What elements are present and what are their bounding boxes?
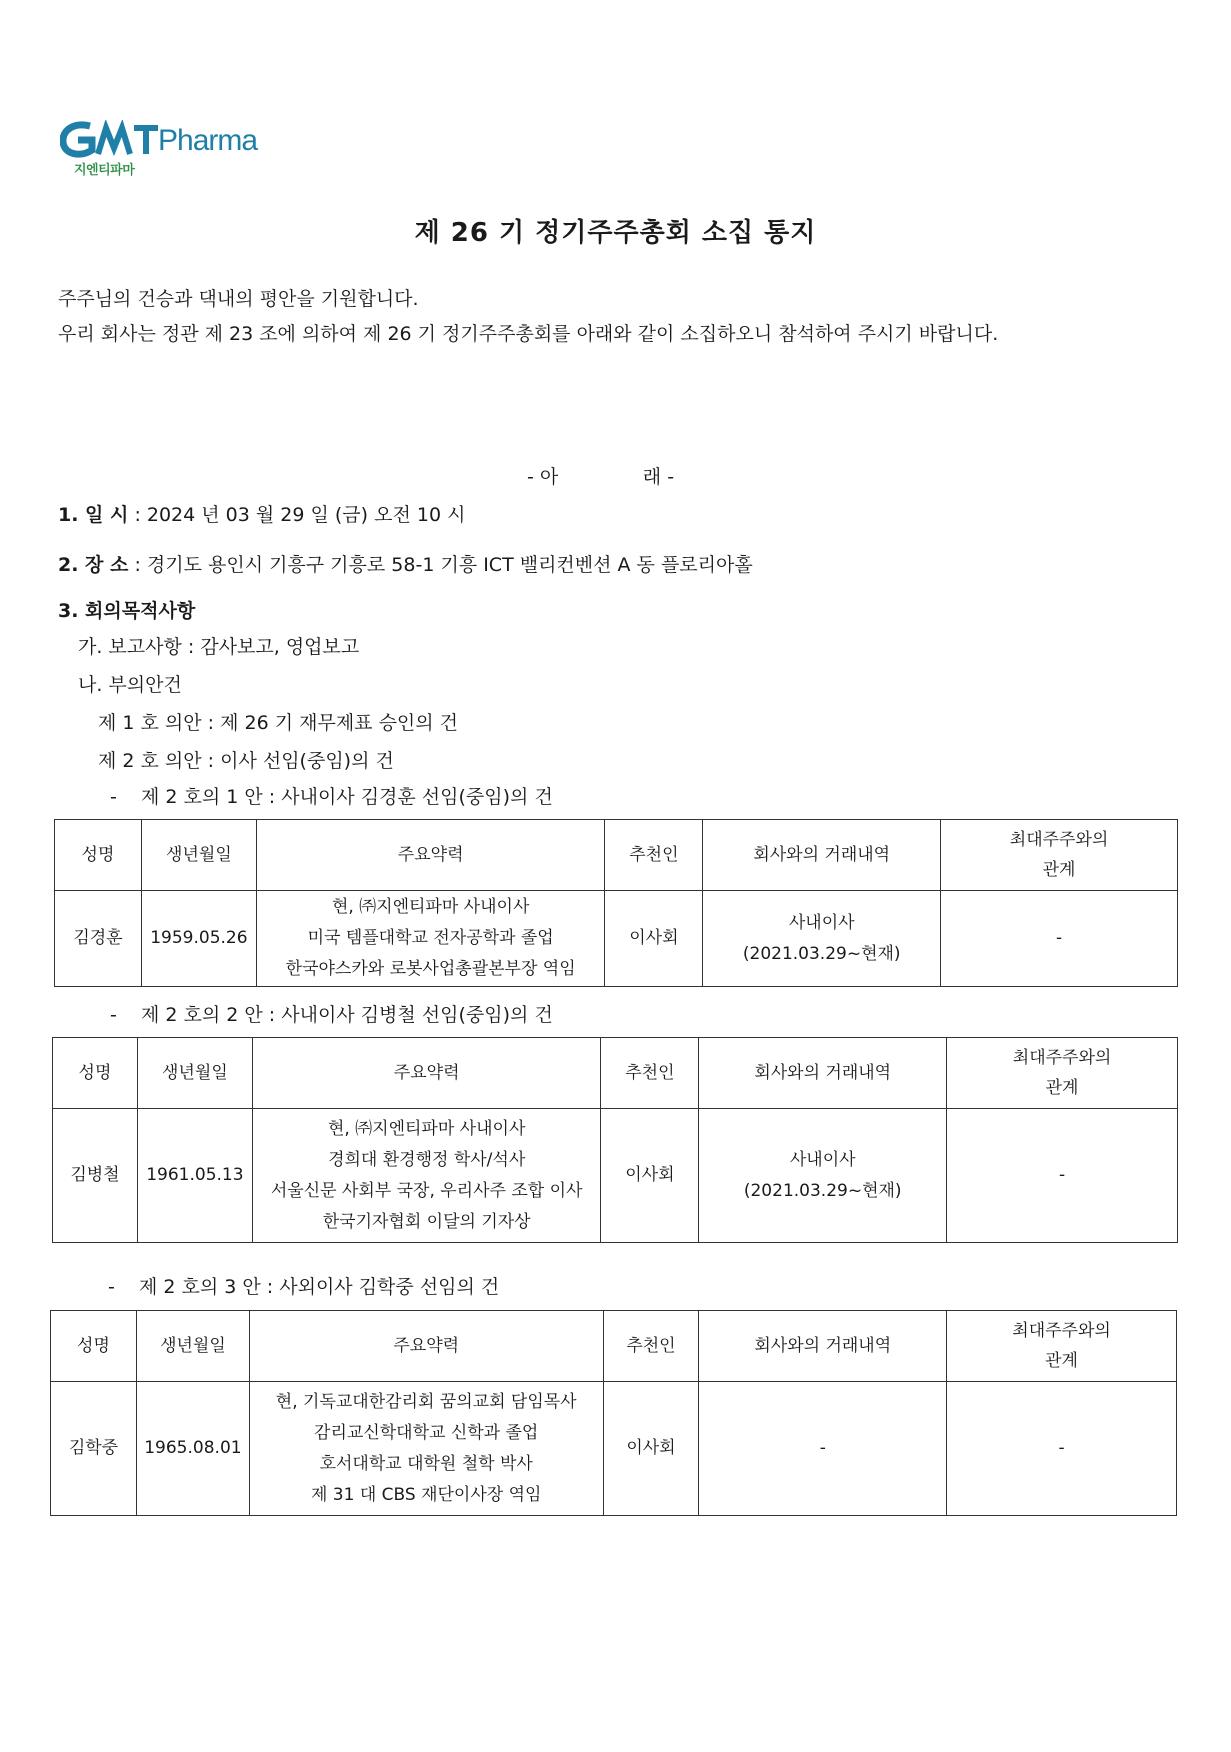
header-career: 주요약력 [249, 1311, 603, 1382]
section-value: : 경기도 용인시 기흥구 기흥로 58-1 기흥 ICT 밸리컨벤션 A 동 플로리아홀 [134, 554, 753, 576]
gnt-logo-icon [60, 120, 160, 162]
table-row [55, 891, 1178, 987]
section-value: : 2024 년 03 월 29 일 (금) 오전 10 시 [134, 504, 466, 526]
resolution-heading: 나. 부의안건 [78, 674, 182, 696]
career-line: 현, 기독교대한감리회 꿈의교회 담임목사 [275, 1391, 577, 1412]
header-relation [947, 1311, 1177, 1382]
header-recommender: 추천인 [603, 1311, 699, 1382]
table-header-row [53, 1038, 1178, 1109]
section-label: 1. 일 시 [58, 504, 129, 526]
cell-name: 김병철 [53, 1109, 138, 1243]
candidate-title: - 제 2 호의 1 안 : 사내이사 김경훈 선임(중임)의 건 [110, 786, 553, 808]
header-relation-label: 최대주주와의 관계 [1012, 1321, 1111, 1371]
transaction-line: 사내이사 [788, 912, 855, 933]
header-birth: 생년월일 [141, 820, 256, 891]
header-recommender: 추천인 [601, 1038, 699, 1109]
section-venue [58, 550, 753, 577]
career-line: 현, ㈜지엔티파마 사내이사 [331, 897, 530, 917]
section-datetime [58, 500, 465, 527]
career-line: 제 31 대 CBS 재단이사장 역임 [310, 1484, 542, 1505]
cell-birth: 1961.05.13 [137, 1109, 252, 1243]
table-row [51, 1382, 1177, 1516]
candidate-title: - 제 2 호의 3 안 : 사외이사 김학중 선임의 건 [108, 1276, 500, 1298]
agenda-item-1: 제 1 호 의안 : 제 26 기 재무제표 승인의 건 [98, 712, 459, 734]
career-line: 한국야스카와 로봇사업총괄본부장 역임 [285, 959, 576, 979]
cell-relation: - [947, 1382, 1177, 1516]
cell-career [249, 1382, 603, 1516]
cell-birth: 1965.08.01 [136, 1382, 249, 1516]
cell-recommender: 이사회 [605, 891, 703, 987]
header-relation-label: 최대주주와의 관계 [1012, 1048, 1112, 1098]
header-birth: 생년월일 [136, 1311, 249, 1382]
header-career: 주요약력 [252, 1038, 601, 1109]
company-logo [60, 112, 300, 182]
cell-career [252, 1109, 601, 1243]
header-transactions: 회사와의 거래내역 [699, 1311, 947, 1382]
cell-name: 김경훈 [55, 891, 142, 987]
candidate-table [54, 819, 1178, 987]
header-recommender: 추천인 [605, 820, 703, 891]
career-line: 한국기자협회 이달의 기자상 [322, 1211, 531, 1232]
header-transactions: 회사와의 거래내역 [699, 1038, 947, 1109]
career-line: 현, ㈜지엔티파마 사내이사 [327, 1118, 526, 1139]
document-title: 제 26 기 정기주주총회 소집 통지 [414, 218, 817, 248]
header-relation [941, 820, 1178, 891]
cell-transactions [699, 1109, 947, 1243]
career-line: 감리교신학대학교 신학과 졸업 [314, 1422, 539, 1443]
cell-recommender: 이사회 [603, 1382, 699, 1516]
header-transactions: 회사와의 거래내역 [703, 820, 941, 891]
table-header-row [55, 820, 1178, 891]
career-line: 미국 템플대학교 전자공학과 졸업 [307, 928, 554, 948]
career-line: 호서대학교 대학원 철학 박사 [319, 1453, 533, 1474]
cell-relation: - [947, 1109, 1178, 1243]
header-birth: 생년월일 [137, 1038, 252, 1109]
section-agenda [58, 596, 195, 623]
header-career: 주요약력 [256, 820, 605, 891]
cell-recommender: 이사회 [601, 1109, 699, 1243]
candidate-table [50, 1310, 1177, 1516]
header-name: 성명 [53, 1038, 138, 1109]
ara-heading: - 아 래 - [527, 466, 675, 488]
cell-birth: 1959.05.26 [141, 891, 256, 987]
header-relation [947, 1038, 1178, 1109]
agenda-item-2: 제 2 호 의안 : 이사 선임(중임)의 건 [98, 750, 394, 772]
section-label: 2. 장 소 [58, 554, 129, 576]
greeting-line-1: 주주님의 건승과 댁내의 평안을 기원합니다. [58, 288, 419, 310]
greeting-line-2: 우리 회사는 정관 제 23 조에 의하여 제 26 기 정기주주총회를 아래와 같이 소집하오니 참석하여 주시기 바랍니다. [58, 323, 999, 345]
career-line: 경희대 환경행정 학사/석사 [328, 1149, 526, 1170]
table-row [53, 1109, 1178, 1243]
cell-transactions [703, 891, 941, 987]
cell-transactions: - [699, 1382, 947, 1516]
cell-career [256, 891, 605, 987]
logo-wordmark: Pharma [158, 124, 258, 157]
cell-relation: - [941, 891, 1178, 987]
header-name: 성명 [55, 820, 142, 891]
header-relation-label: 최대주주와의 관계 [1009, 830, 1109, 880]
candidate-title: - 제 2 호의 2 안 : 사내이사 김병철 선임(중임)의 건 [110, 1004, 553, 1026]
transaction-line: (2021.03.29~현재) [743, 1180, 902, 1201]
logo-korean: 지엔티파마 [74, 163, 135, 178]
section-label: 3. 회의목적사항 [58, 600, 196, 622]
candidate-table [52, 1037, 1178, 1243]
header-name: 성명 [51, 1311, 137, 1382]
transaction-line: (2021.03.29~현재) [742, 943, 901, 964]
cell-name: 김학중 [51, 1382, 137, 1516]
report-items: 가. 보고사항 : 감사보고, 영업보고 [78, 636, 360, 658]
career-line: 서울신문 사회부 국장, 우리사주 조합 이사 [270, 1180, 583, 1201]
transaction-line: 사내이사 [789, 1149, 856, 1170]
table-header-row [51, 1311, 1177, 1382]
